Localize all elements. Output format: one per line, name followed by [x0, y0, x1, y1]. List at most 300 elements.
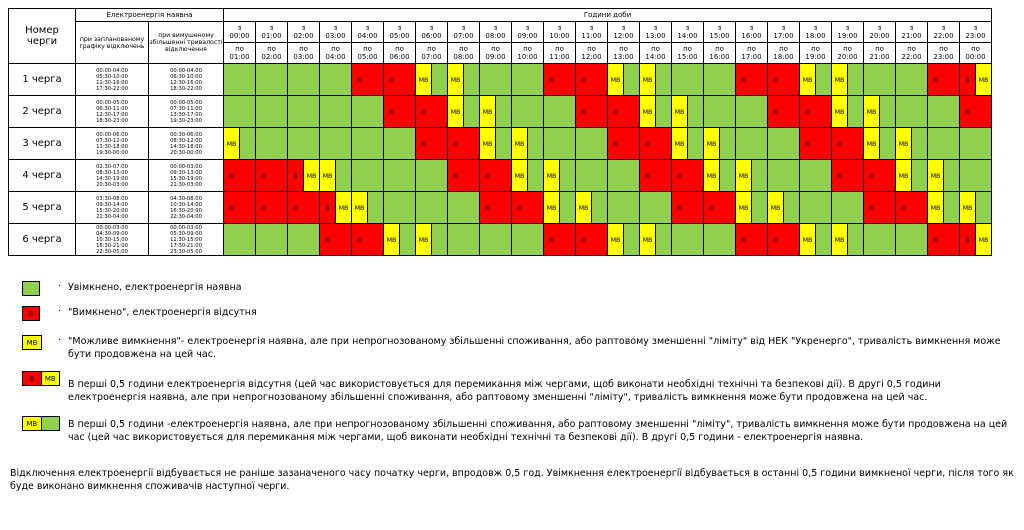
- time-range: 17:30-22:00: [96, 85, 128, 92]
- off-label: В: [896, 192, 912, 223]
- legend-bullet: ·: [58, 378, 62, 389]
- time-range: 09:30-13:00: [170, 169, 202, 176]
- cell-off: [672, 160, 704, 192]
- cell-off: [832, 160, 864, 192]
- off-label: В: [576, 96, 592, 127]
- hour-start-header: з 13:00: [640, 22, 672, 43]
- hour-start-header: з 21:00: [896, 22, 928, 43]
- hour-start-header: з 19:00: [832, 22, 864, 43]
- cell-off: [352, 64, 384, 96]
- cell-on: [480, 224, 512, 256]
- planned-times: [76, 160, 149, 192]
- hour-start-header: з 04:00: [352, 22, 384, 43]
- off-label: В: [288, 160, 303, 191]
- time-range: 07:30-12:00: [96, 137, 128, 144]
- forced-times: [149, 192, 224, 224]
- time-range: 15:30-20:00: [96, 207, 128, 214]
- time-range: 14:30-18:00: [170, 143, 202, 150]
- cell-on: [704, 64, 736, 96]
- off-label: В: [768, 96, 784, 127]
- maybe-label: МВ: [960, 192, 976, 223]
- cell-off: [736, 224, 768, 256]
- hour-start-header: з 16:00: [736, 22, 768, 43]
- cell-on: [800, 160, 832, 192]
- hour-start-header: з 17:00: [768, 22, 800, 43]
- cell-maybe: [736, 192, 768, 224]
- cell-maybe: [864, 96, 896, 128]
- off-label: В: [352, 224, 368, 255]
- hour-start-header: з 02:00: [288, 22, 320, 43]
- hour-end-header: по 06:00: [384, 43, 416, 64]
- cell-on: [256, 64, 288, 96]
- off-label: В: [672, 160, 688, 191]
- cell-on: [704, 96, 736, 128]
- cell-off: [768, 224, 800, 256]
- hour-end-header: по 04:00: [320, 43, 352, 64]
- maybe-label: МВ: [608, 224, 624, 255]
- queue-label: 3 черга: [9, 128, 76, 160]
- off-label: В: [544, 224, 560, 255]
- hour-end-header: по 17:00: [736, 43, 768, 64]
- cell-maybe: [352, 192, 384, 224]
- cell-maybe: [640, 224, 672, 256]
- cell-on: [736, 96, 768, 128]
- hour-start-header: з 01:00: [256, 22, 288, 43]
- cell-maybe: [480, 128, 512, 160]
- off-label: В: [416, 128, 432, 159]
- time-range: 19:30-23:00: [170, 117, 202, 124]
- off-label: В: [224, 192, 240, 223]
- cell-maybe: [928, 160, 960, 192]
- cell-off: [640, 160, 672, 192]
- maybe-label: МВ: [704, 160, 720, 191]
- off-label: В: [736, 64, 752, 95]
- off-label: В: [960, 224, 975, 255]
- hour-end-header: по 12:00: [576, 43, 608, 64]
- cell-maybe: [704, 128, 736, 160]
- schedule-table: [8, 8, 992, 256]
- hour-end-header: по 19:00: [800, 43, 832, 64]
- time-range: 00:00-05:00: [96, 99, 128, 106]
- cell-off: [864, 160, 896, 192]
- cell-off: [288, 192, 320, 224]
- cell-on: [448, 192, 480, 224]
- cell-on: [320, 96, 352, 128]
- time-range: 00:30-06:00: [170, 131, 202, 138]
- cell-on: [416, 192, 448, 224]
- cell-off: [416, 128, 448, 160]
- hours-group-header: Години доби: [224, 9, 992, 22]
- legend-text-half-off: В перші 0,5 години електроенергія відсутня (цей час використовується для перемикання між чергами, щоб виконати необхідні технічні та безпекові дії). В другі 0,5 години електроенергія наявна, але при непрогнозованому збільшенні споживання, або раптовому зменшенні "ліміту", тривалість вимкнення може бути продовжена на цей час.: [68, 379, 941, 403]
- off-label: В: [448, 128, 464, 159]
- off-label: В: [608, 96, 624, 127]
- time-range: 13:30-18:00: [96, 143, 128, 150]
- time-range: 13:30-17:00: [170, 111, 202, 118]
- cell-on: [608, 192, 640, 224]
- cell-on: [320, 64, 352, 96]
- off-label: В: [960, 96, 976, 127]
- maybe-label: МВ: [480, 128, 496, 159]
- cell-off: [544, 64, 576, 96]
- cell-maybe: [544, 192, 576, 224]
- queue-row: [9, 160, 992, 192]
- cell-on: [384, 160, 416, 192]
- time-range: 00:00-06:00: [96, 131, 128, 138]
- off-label: В: [832, 160, 848, 191]
- cell-off: [224, 192, 256, 224]
- cell-off: [320, 224, 352, 256]
- time-range: 19:30-00:00: [96, 149, 128, 156]
- cell-off: [608, 96, 640, 128]
- cell-maybe-on: [224, 128, 256, 160]
- legend-text-maybe: "Можливе вимкнення"- електроенергія наявна, але при непрогнозованому збільшенні споживання, або раптовому зменшенні "ліміту" від НЕК "Укренерго", тривалість вимкнення може бути продовжена на цей час.: [68, 336, 1001, 360]
- time-range: 03:30-08:00: [96, 195, 128, 202]
- off-label: В: [800, 96, 816, 127]
- planned-times: [76, 224, 149, 256]
- cell-on: [448, 224, 480, 256]
- cell-maybe: [576, 192, 608, 224]
- legend-swatch-yellow-green: МВ: [22, 416, 60, 431]
- cell-on: [384, 128, 416, 160]
- hour-end-header: по 08:00: [448, 43, 480, 64]
- time-range: 16:30-20:00: [170, 207, 202, 214]
- cell-on: [256, 128, 288, 160]
- cell-on: [768, 128, 800, 160]
- cell-on: [672, 64, 704, 96]
- maybe-label: МВ: [832, 224, 848, 255]
- cell-maybe: [864, 128, 896, 160]
- hour-end-header: по 21:00: [864, 43, 896, 64]
- time-range: 23:30-05:00: [170, 248, 202, 255]
- time-range: 10:30-14:00: [170, 201, 202, 208]
- cell-off: [928, 64, 960, 96]
- time-range: 02:30-07:00: [96, 163, 128, 170]
- legend-swatch-red-yellow: В МВ: [22, 371, 60, 386]
- maybe-label: МВ: [800, 64, 816, 95]
- cell-off: [480, 192, 512, 224]
- cell-off: [896, 192, 928, 224]
- cell-maybe: [832, 224, 864, 256]
- forced-times: [149, 160, 224, 192]
- queue-label: 1 черга: [9, 64, 76, 96]
- cell-on: [320, 128, 352, 160]
- cell-off: [256, 160, 288, 192]
- cell-on: [352, 160, 384, 192]
- cell-off: [768, 64, 800, 96]
- off-label: В: [704, 192, 720, 223]
- maybe-label: МВ: [512, 128, 528, 159]
- time-range: 08:30-12:00: [170, 137, 202, 144]
- cell-maybe: [896, 128, 928, 160]
- cell-maybe: [480, 96, 512, 128]
- hour-start-header: з 09:00: [512, 22, 544, 43]
- time-range: 00:00-03:00: [96, 224, 128, 231]
- cell-on: [864, 224, 896, 256]
- off-label: В: [672, 192, 688, 223]
- maybe-label: МВ: [896, 160, 912, 191]
- off-label: В: [640, 128, 656, 159]
- cell-maybe: [768, 192, 800, 224]
- cell-off: [608, 128, 640, 160]
- maybe-label: МВ: [224, 128, 240, 159]
- cell-maybe: [896, 160, 928, 192]
- queue-row: [9, 64, 992, 96]
- queue-label: 4 черга: [9, 160, 76, 192]
- time-range: 18:30-23:00: [96, 117, 128, 124]
- cell-on: [896, 96, 928, 128]
- off-label: В: [480, 160, 496, 191]
- cell-off: [576, 224, 608, 256]
- off-label: В: [576, 64, 592, 95]
- off-label: В: [512, 192, 528, 223]
- queue-label: 6 черга: [9, 224, 76, 256]
- cell-maybe: [832, 64, 864, 96]
- cell-off-maybe: [960, 64, 992, 96]
- cell-maybe: [448, 96, 480, 128]
- time-range: 20:30-03:00: [96, 181, 128, 188]
- time-range: 04:30-08:00: [170, 195, 202, 202]
- cell-maybe: [640, 64, 672, 96]
- cell-on: [960, 128, 992, 160]
- off-label: В: [640, 160, 656, 191]
- cell-on: [512, 96, 544, 128]
- cell-off: [576, 64, 608, 96]
- maybe-label: МВ: [576, 192, 592, 223]
- off-label: В: [832, 128, 848, 159]
- legend-bullet: ·: [58, 418, 62, 429]
- hour-end-header: по 13:00: [608, 43, 640, 64]
- cell-on: [480, 64, 512, 96]
- cell-off: [416, 96, 448, 128]
- queue-row: [9, 128, 992, 160]
- queue-row: [9, 224, 992, 256]
- hour-start-header: з 20:00: [864, 22, 896, 43]
- cell-off-maybe: [960, 224, 992, 256]
- legend-swatch-green: [22, 281, 40, 296]
- cell-maybe: [416, 224, 448, 256]
- planned-times: [76, 192, 149, 224]
- time-range: 18:30-22:00: [170, 85, 202, 92]
- hour-start-header: з 07:00: [448, 22, 480, 43]
- hour-end-header: по 18:00: [768, 43, 800, 64]
- cell-maybe: [800, 64, 832, 96]
- cell-maybe: [448, 64, 480, 96]
- hour-start-header: з 18:00: [800, 22, 832, 43]
- cell-on: [640, 192, 672, 224]
- time-range: 10:30-15:00: [96, 236, 128, 243]
- forced-times: [149, 64, 224, 96]
- maybe-label: МВ: [975, 224, 991, 255]
- maybe-label: МВ: [352, 192, 368, 223]
- cell-off: [768, 96, 800, 128]
- queue-label: 5 черга: [9, 192, 76, 224]
- cell-off: [736, 64, 768, 96]
- maybe-label: МВ: [640, 96, 656, 127]
- time-range: 22:30-05:00: [96, 248, 128, 255]
- time-range: 00:00-03:00: [170, 163, 202, 170]
- maybe-label: МВ: [864, 96, 880, 127]
- cell-off: [832, 128, 864, 160]
- cell-on: [288, 224, 320, 256]
- maybe-label: МВ: [640, 64, 656, 95]
- planned-times: [76, 96, 149, 128]
- cell-on: [224, 224, 256, 256]
- cell-on: [672, 224, 704, 256]
- maybe-label: МВ: [864, 128, 880, 159]
- cell-on: [256, 224, 288, 256]
- cell-on: [352, 128, 384, 160]
- cell-off: [256, 192, 288, 224]
- cell-off-maybe: [288, 160, 320, 192]
- cell-on: [576, 128, 608, 160]
- off-label: В: [928, 224, 944, 255]
- hour-end-header: по 15:00: [672, 43, 704, 64]
- maybe-label: МВ: [480, 96, 496, 127]
- cell-off: [544, 224, 576, 256]
- time-range: 20:30-00:00: [170, 149, 202, 156]
- cell-on: [576, 160, 608, 192]
- cell-on: [352, 96, 384, 128]
- hour-start-header: з 23:00: [960, 22, 992, 43]
- time-range: 05:30-10:00: [96, 73, 128, 80]
- time-range: 14:30-19:00: [96, 175, 128, 182]
- cell-on: [544, 128, 576, 160]
- time-range: 07:30-11:00: [170, 105, 202, 112]
- cell-on: [736, 128, 768, 160]
- cell-on: [224, 96, 256, 128]
- hour-start-header: з 00:00: [224, 22, 256, 43]
- maybe-label: МВ: [832, 64, 848, 95]
- cell-off: [384, 64, 416, 96]
- maybe-label: МВ: [928, 192, 944, 223]
- cell-on: [544, 96, 576, 128]
- hour-start-header: з 05:00: [384, 22, 416, 43]
- cell-on: [288, 96, 320, 128]
- legend-text-on: Увімкнено, електроенергія наявна: [68, 282, 242, 293]
- time-range: 16:30-21:00: [96, 242, 128, 249]
- cell-off: [576, 96, 608, 128]
- hour-end-header: по 07:00: [416, 43, 448, 64]
- cell-maybe: [672, 128, 704, 160]
- cell-off: [352, 224, 384, 256]
- cell-on: [512, 64, 544, 96]
- off-label: В: [864, 160, 880, 191]
- cell-off: [800, 96, 832, 128]
- cell-on: [928, 128, 960, 160]
- maybe-label: МВ: [640, 224, 656, 255]
- hour-start-header: з 10:00: [544, 22, 576, 43]
- time-range: 06:30-10:00: [170, 73, 202, 80]
- cell-maybe: [544, 160, 576, 192]
- cell-on: [608, 160, 640, 192]
- cell-off: [800, 128, 832, 160]
- cell-off: [672, 192, 704, 224]
- cell-on: [256, 96, 288, 128]
- time-range: 12:30-17:00: [96, 111, 128, 118]
- legend-text-off: "Вимкнено", електроенергія відсутня: [68, 307, 257, 318]
- cell-on: [704, 224, 736, 256]
- cell-maybe: [928, 192, 960, 224]
- cell-maybe: [704, 160, 736, 192]
- maybe-label: МВ: [800, 224, 816, 255]
- legend-bullet: ·: [58, 335, 62, 346]
- off-label: В: [256, 160, 272, 191]
- cell-on: [416, 160, 448, 192]
- cell-off: [864, 192, 896, 224]
- time-range: 09:30-14:00: [96, 201, 128, 208]
- time-range: 00:00-03:00: [170, 224, 202, 231]
- cell-off-maybe: [320, 192, 352, 224]
- maybe-label: МВ: [448, 96, 464, 127]
- hour-end-header: по 02:00: [256, 43, 288, 64]
- hour-end-header: по 03:00: [288, 43, 320, 64]
- cell-maybe: [832, 96, 864, 128]
- planned-times: [76, 64, 149, 96]
- cell-on: [384, 192, 416, 224]
- off-label: В: [224, 160, 240, 191]
- cell-maybe: [512, 128, 544, 160]
- cell-maybe: [416, 64, 448, 96]
- cell-on: [224, 64, 256, 96]
- hour-end-header: по 01:00: [224, 43, 256, 64]
- maybe-label: МВ: [975, 64, 991, 95]
- maybe-label: МВ: [928, 160, 944, 191]
- forced-times: [149, 96, 224, 128]
- maybe-label: МВ: [544, 160, 560, 191]
- time-range: 22:30-04:00: [170, 213, 202, 220]
- maybe-label: МВ: [736, 160, 752, 191]
- cell-off: [640, 128, 672, 160]
- time-range: 00:00-04:00: [170, 67, 202, 74]
- cell-maybe: [736, 160, 768, 192]
- forced-header: при вимушеному збільшенні тривалості відключення: [149, 22, 224, 64]
- maybe-label: МВ: [512, 160, 528, 191]
- time-range: 00:00-05:00: [170, 99, 202, 106]
- planned-header: при запланованому графіку відключень: [76, 22, 149, 64]
- cell-off: [928, 224, 960, 256]
- time-range: 12:30-16:00: [170, 79, 202, 86]
- time-range: 00:00-04:00: [96, 67, 128, 74]
- off-label: В: [960, 64, 975, 95]
- hour-end-header: по 16:00: [704, 43, 736, 64]
- hour-start-header: з 03:00: [320, 22, 352, 43]
- off-label: В: [288, 192, 304, 223]
- time-range: 04:30-09:00: [96, 230, 128, 237]
- cell-maybe: [672, 96, 704, 128]
- off-label: В: [480, 192, 496, 223]
- cell-maybe: [960, 192, 992, 224]
- hour-end-header: по 22:00: [896, 43, 928, 64]
- hour-end-header: по 23:00: [928, 43, 960, 64]
- cell-off: [512, 192, 544, 224]
- hour-start-header: з 08:00: [480, 22, 512, 43]
- maybe-label: МВ: [320, 160, 336, 191]
- cell-maybe: [512, 160, 544, 192]
- forced-times: [149, 128, 224, 160]
- time-range: 05:30-09:00: [170, 230, 202, 237]
- cell-maybe: [384, 224, 416, 256]
- hour-start-header: з 12:00: [608, 22, 640, 43]
- cell-off: [224, 160, 256, 192]
- maybe-label: МВ: [303, 160, 319, 191]
- maybe-label: МВ: [448, 64, 464, 95]
- hour-end-header: по 00:00: [960, 43, 992, 64]
- off-label: В: [352, 64, 368, 95]
- off-label: В: [768, 64, 784, 95]
- legend-swatch-red: В: [22, 306, 40, 321]
- maybe-label: МВ: [768, 192, 784, 223]
- off-label: В: [576, 224, 592, 255]
